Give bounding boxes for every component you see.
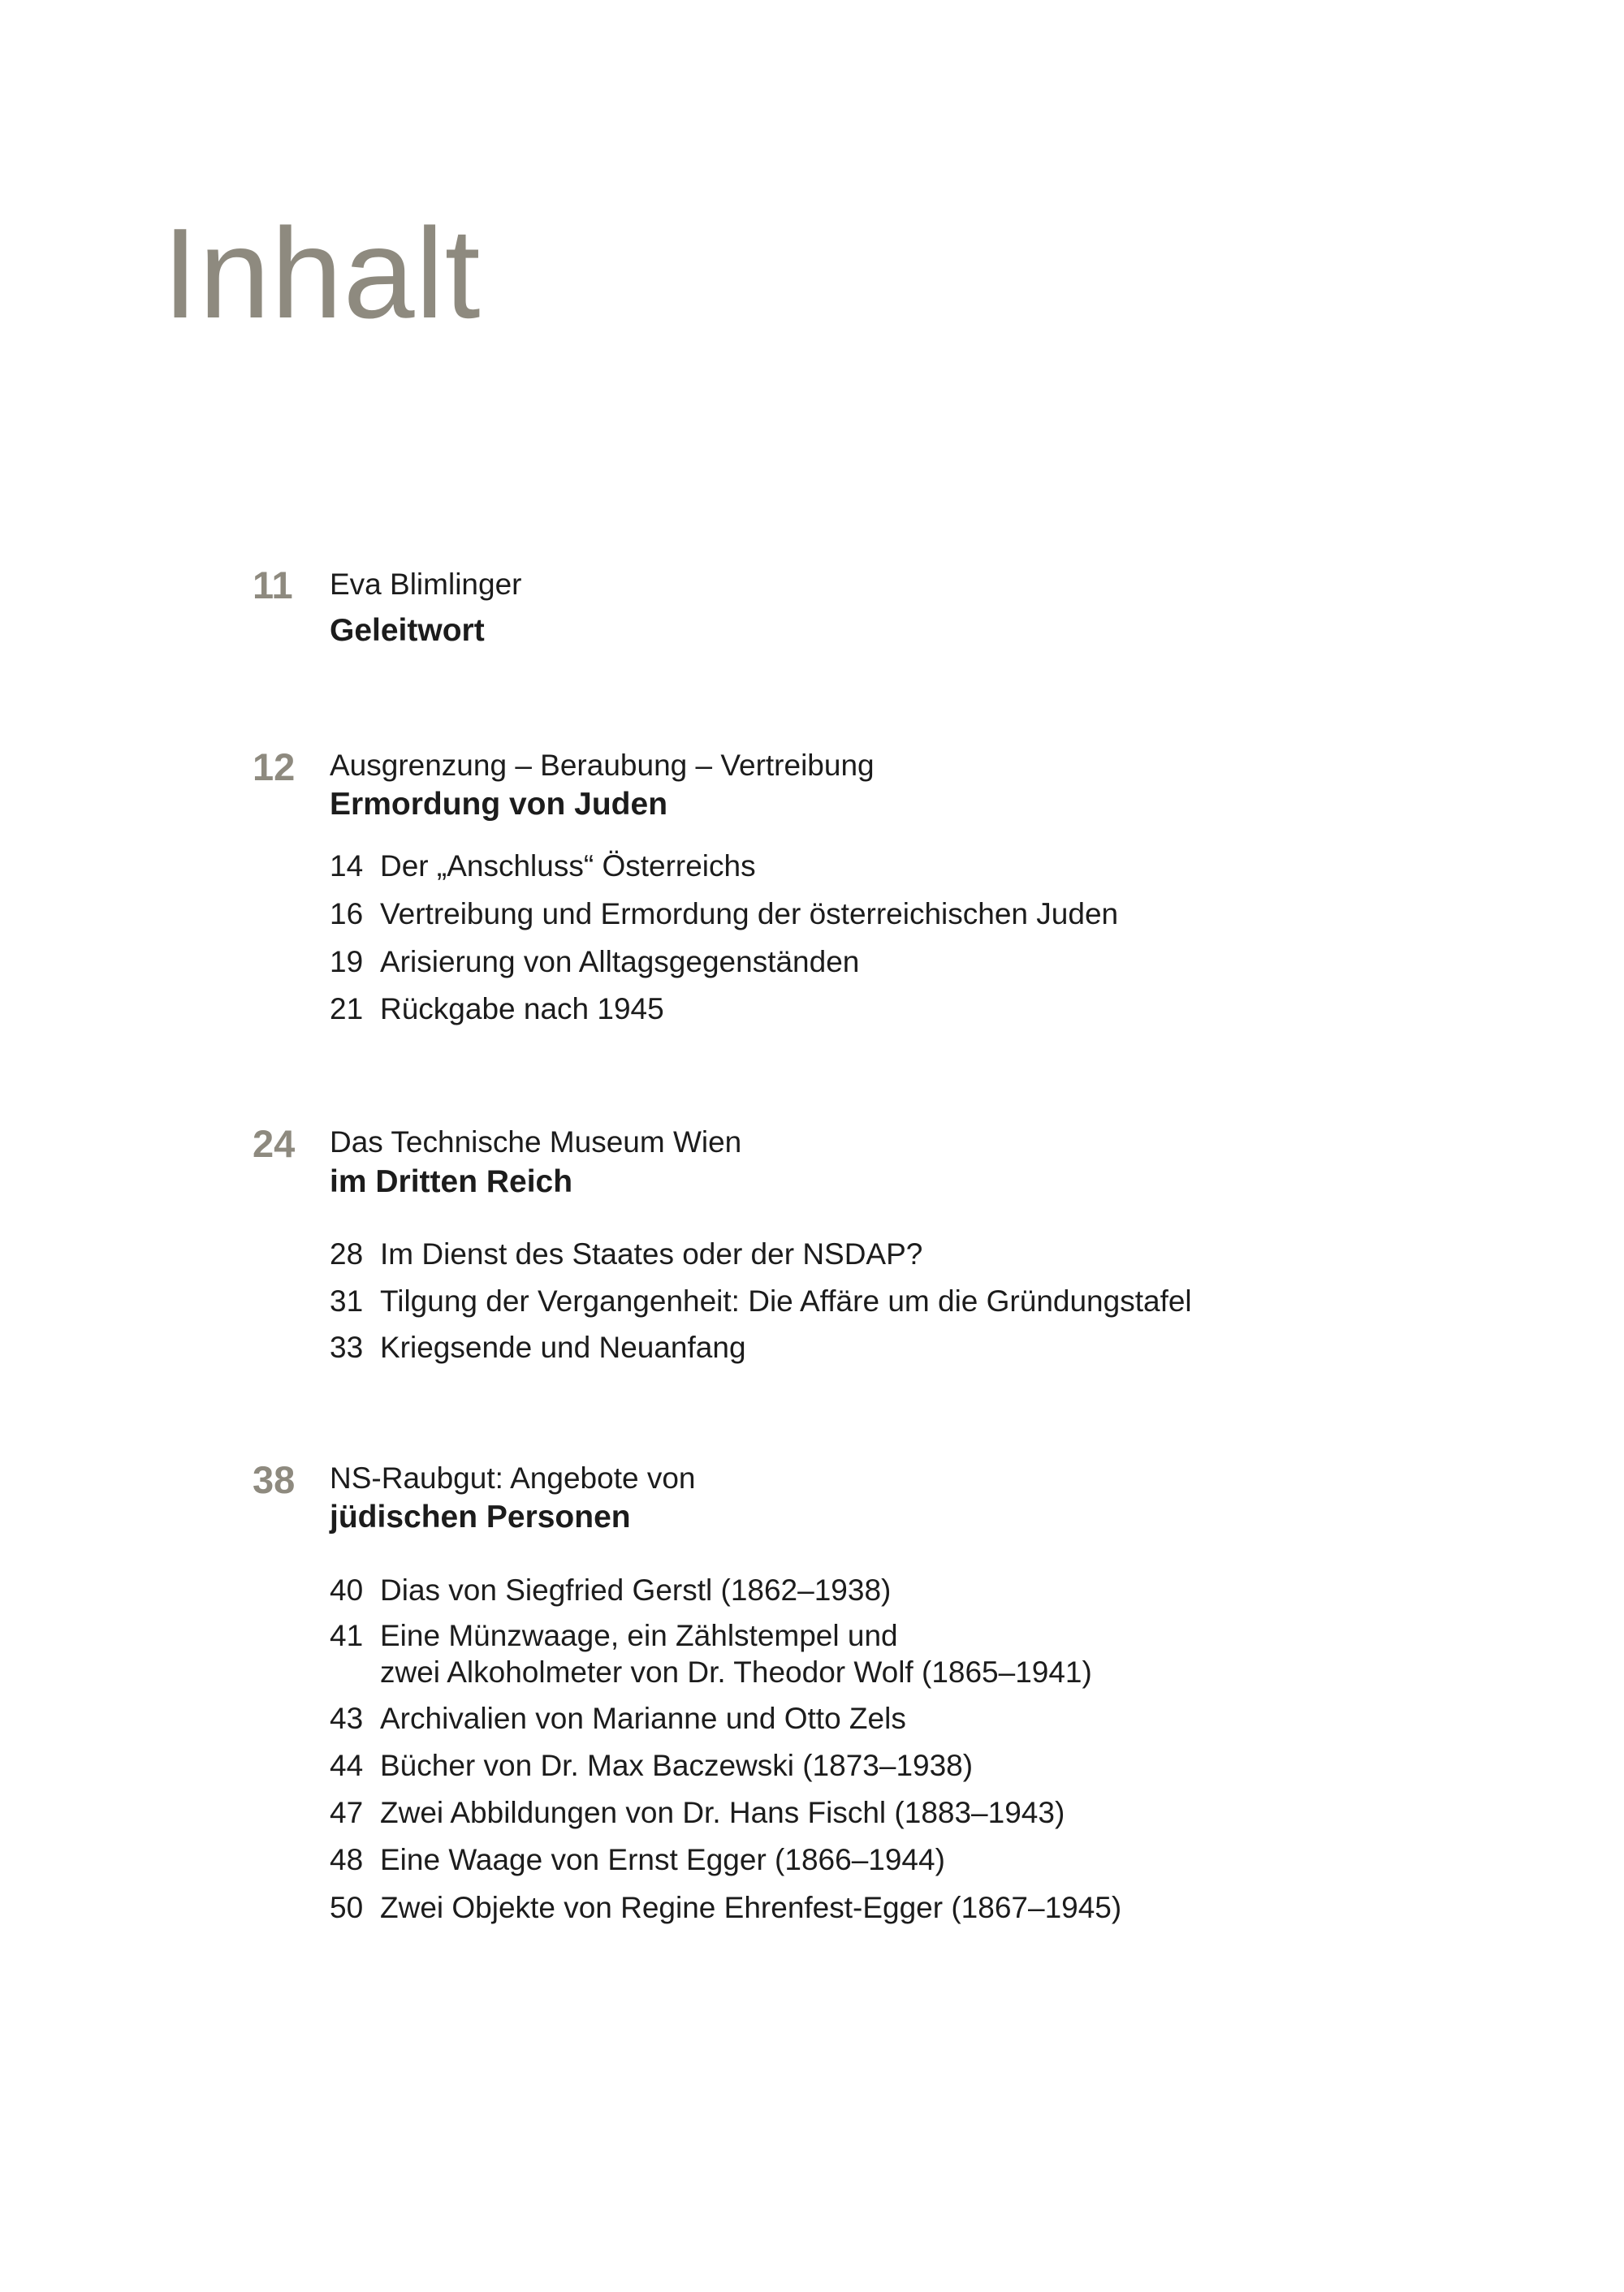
section-page-number[interactable]: 12 xyxy=(253,745,296,788)
section-title-line1[interactable]: NS-Raubgut: Angebote von xyxy=(330,1461,696,1495)
section-page-number[interactable]: 11 xyxy=(253,563,293,606)
entry-title: Arisierung von Alltagsgegenständen xyxy=(380,945,860,978)
toc-entry[interactable] xyxy=(330,1893,1121,1940)
entry-title: Vertreibung und Ermordung der österreichischen Juden xyxy=(380,897,1119,930)
entry-title: Kriegsende und Neuanfang xyxy=(380,1331,746,1364)
section-title-line2[interactable]: Ermordung von Juden xyxy=(330,787,668,822)
toc-entry[interactable] xyxy=(330,994,1118,1041)
entry-page-number: 14 xyxy=(330,849,364,883)
section-title-line1[interactable]: Das Technische Museum Wien xyxy=(330,1125,742,1159)
entry-title: Zwei Objekte von Regine Ehrenfest-Egger (1867–1945) xyxy=(380,1891,1122,1924)
entry-page-number: 16 xyxy=(330,897,364,930)
toc-entry[interactable] xyxy=(330,947,1118,994)
subentry-list xyxy=(330,1575,1121,1940)
toc-entry[interactable] xyxy=(330,1750,1121,1798)
section-title-line2[interactable]: im Dritten Reich xyxy=(330,1164,573,1199)
entry-page-number: 31 xyxy=(330,1284,364,1318)
section-author[interactable]: Eva Blimlinger xyxy=(330,568,522,601)
entry-title: Eine Münzwaage, ein Zählstempel und xyxy=(380,1619,898,1652)
toc-entry[interactable] xyxy=(330,1798,1121,1845)
subentry-list xyxy=(330,851,1118,1041)
entry-page-number: 40 xyxy=(330,1573,364,1607)
entry-page-number: 28 xyxy=(330,1237,364,1271)
toc-entry[interactable] xyxy=(330,1332,1192,1379)
entry-page-number: 47 xyxy=(330,1796,364,1829)
entry-page-number: 33 xyxy=(330,1331,364,1364)
section-page-number[interactable]: 38 xyxy=(253,1458,296,1501)
entry-page-number: 19 xyxy=(330,945,364,978)
toc-entry[interactable] xyxy=(330,1703,1121,1750)
section-title-line1[interactable]: Ausgrenzung – Beraubung – Vertreibung xyxy=(330,749,875,782)
entry-page-number: 43 xyxy=(330,1702,364,1735)
entry-title: Dias von Siegfried Gerstl (1862–1938) xyxy=(380,1573,892,1607)
entry-title-continuation: zwei Alkoholmeter von Dr. Theodor Wolf (1865–1941) xyxy=(380,1655,1092,1689)
toc-entry[interactable] xyxy=(330,1239,1192,1286)
section-title[interactable]: Geleitwort xyxy=(330,613,485,648)
toc-entry[interactable] xyxy=(330,1621,1121,1703)
toc-entry[interactable] xyxy=(330,851,1118,899)
toc-entry[interactable] xyxy=(330,1286,1192,1332)
entry-title: Tilgung der Vergangenheit: Die Affäre um die Gründungstafel xyxy=(380,1284,1192,1318)
entry-page-number: 21 xyxy=(330,992,364,1025)
subentry-list xyxy=(330,1239,1192,1379)
entry-title: Im Dienst des Staates oder der NSDAP? xyxy=(380,1237,923,1271)
toc-entry[interactable] xyxy=(330,1575,1121,1621)
entry-page-number: 50 xyxy=(330,1891,364,1924)
section-title-line2[interactable]: jüdischen Personen xyxy=(330,1500,631,1534)
section-page-number[interactable]: 24 xyxy=(253,1122,296,1165)
toc-entry[interactable] xyxy=(330,1845,1121,1893)
entry-title: Bücher von Dr. Max Baczewski (1873–1938) xyxy=(380,1749,974,1782)
entry-title: Zwei Abbildungen von Dr. Hans Fischl (1883–1943) xyxy=(380,1796,1065,1829)
entry-page-number: 41 xyxy=(330,1619,364,1652)
entry-page-number: 44 xyxy=(330,1749,364,1782)
page-title: Inhalt xyxy=(162,202,482,345)
entry-title: Eine Waage von Ernst Egger (1866–1944) xyxy=(380,1843,945,1876)
entry-title: Archivalien von Marianne und Otto Zels xyxy=(380,1702,906,1735)
toc-entry[interactable] xyxy=(330,899,1118,947)
entry-title: Rückgabe nach 1945 xyxy=(380,992,664,1025)
entry-page-number: 48 xyxy=(330,1843,364,1876)
entry-title: Der „Anschluss“ Österreichs xyxy=(380,849,756,883)
